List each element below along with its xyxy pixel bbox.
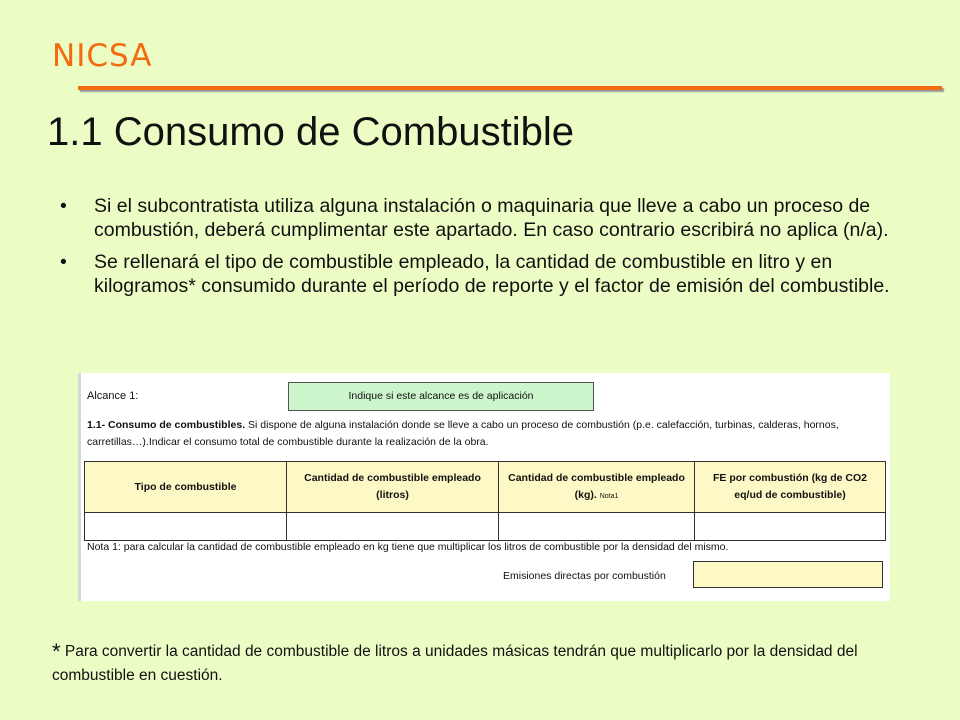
nota-1: Nota 1: para calcular la cantidad de combustible empleado en kg tiene que multiplicar los litros de combustible por la densidad del mismo.	[87, 541, 729, 553]
bullet-item: • Se rellenará el tipo de combustible empleado, la cantidad de combustible en litro y en kilogramos* consumido durante el período de reporte y el factor de emisión del combustible.	[58, 250, 908, 298]
emisiones-label: Emisiones directas por combustión	[503, 570, 666, 582]
slide-title: 1.1 Consumo de Combustible	[47, 110, 574, 154]
bullet-item: • Si el subcontratista utiliza alguna instalación o maquinaria que lleve a cabo un proceso de combustión, deberá cumplimentar este apartado. En caso contrario escribirá no aplica (n/a).	[58, 194, 908, 242]
fuel-consumption-table	[84, 461, 886, 541]
col-header-litros: Cantidad de combustible empleado (litros)	[287, 462, 499, 513]
col-header-kg	[499, 462, 695, 513]
bullet-list	[58, 194, 908, 306]
col-header-kg-label: Cantidad de combustible empleado (kg).	[508, 471, 685, 501]
form-screenshot	[78, 373, 890, 601]
col-header-kg-note: Nota1	[599, 492, 619, 500]
alcance-applicability-box: Indique si este alcance es de aplicación	[288, 382, 594, 411]
emisiones-box	[693, 561, 883, 588]
section-heading: 1.1- Consumo de combustibles.	[87, 419, 246, 431]
header-divider	[78, 86, 942, 90]
table-row	[85, 513, 886, 541]
alcance-label: Alcance 1:	[87, 390, 139, 402]
section-description	[87, 417, 882, 451]
footnote-text: Para convertir la cantidad de combustible de litros a unidades másicas tendrán que multiplicarlo por la densidad del combustible en cuestión.	[52, 643, 858, 684]
cell-litros	[287, 513, 499, 541]
footnote	[52, 640, 912, 688]
footnote-star: *	[52, 639, 61, 664]
table-header-row	[85, 462, 886, 513]
col-header-tipo: Tipo de combustible	[85, 462, 287, 513]
cell-kg	[499, 513, 695, 541]
cell-fe	[695, 513, 886, 541]
nicsa-logo: NICSA	[52, 38, 153, 74]
col-header-fe: FE por combustión (kg de CO2 eq/ud de combustible)	[695, 462, 886, 513]
cell-tipo	[85, 513, 287, 541]
section-text: Si dispone de alguna instalación donde se lleve a cabo un proceso de combustión (p.e. calefacción, turbinas, calderas, hornos, carretillas…).Indicar el consumo total de combustible durante la realización de la obra.	[87, 419, 839, 448]
